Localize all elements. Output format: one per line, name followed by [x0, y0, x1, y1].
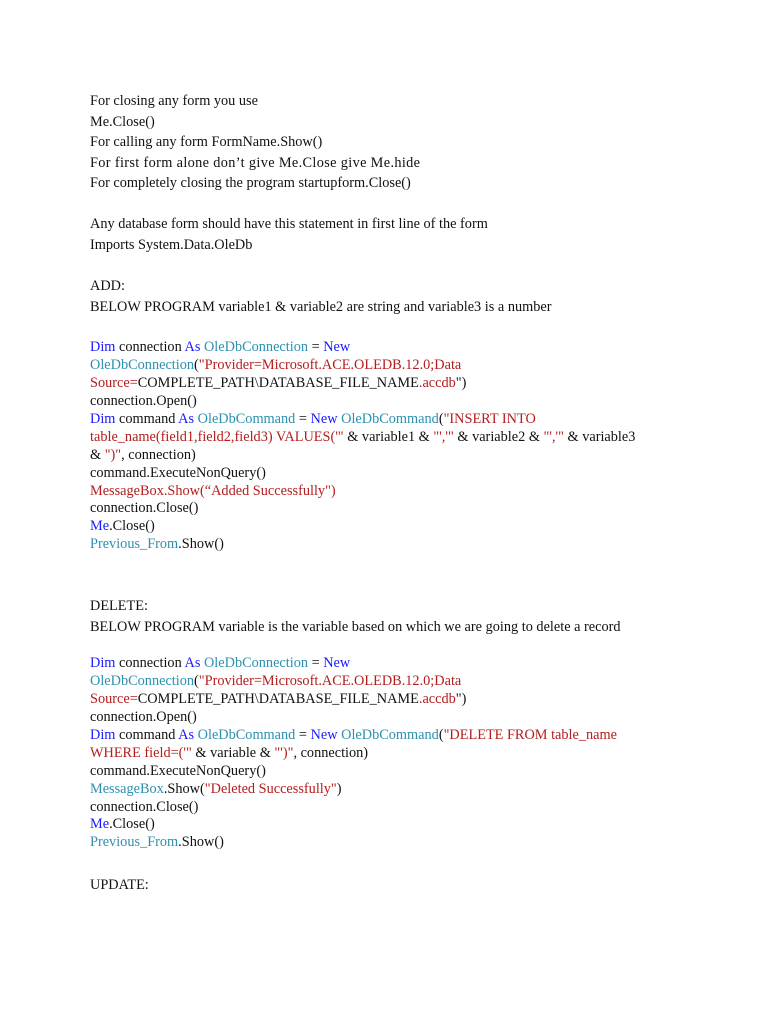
- intro-line: Me.Close(): [90, 113, 155, 130]
- code-line: [90, 691, 690, 709]
- code-token: & variable &: [191, 744, 275, 761]
- code-token: command: [115, 726, 179, 743]
- section-heading-delete: DELETE:: [90, 598, 148, 614]
- code-token: =: [308, 655, 324, 671]
- code-token: "Provider=Microsoft.ACE.OLEDB.12.0;Data: [198, 672, 462, 689]
- code-token: "): [455, 690, 467, 707]
- code-line: [90, 727, 690, 745]
- code-token: OleDbConnection: [203, 655, 309, 671]
- add-code-block: [90, 339, 690, 554]
- code-line: [90, 411, 690, 429]
- code-token: table_name(field1,field2,field3) VALUES('": [90, 428, 344, 445]
- code-token: connection: [115, 339, 185, 355]
- section-heading-update: UPDATE:: [90, 877, 149, 893]
- code-token: As: [178, 726, 195, 743]
- code-line: [90, 429, 690, 447]
- code-token: .accdb: [418, 374, 456, 391]
- intro-line: For completely closing the program startupform.Close(): [90, 175, 411, 192]
- code-line: [90, 500, 690, 518]
- code-token: OleDbCommand: [341, 726, 439, 743]
- code-token: "Provider=Microsoft.ACE.OLEDB.12.0;Data: [198, 356, 462, 373]
- code-token: "DELETE FROM table_name: [443, 726, 617, 743]
- code-token: As: [178, 410, 195, 427]
- code-token: (: [438, 410, 444, 427]
- code-token: ): [336, 780, 342, 797]
- code-token: MessageBox.Show(“Added Successfully"): [90, 482, 336, 499]
- code-line: [90, 339, 690, 357]
- code-token: connection.Open(): [90, 708, 197, 725]
- code-line: [90, 834, 690, 852]
- code-token: (: [194, 672, 199, 689]
- intro-line: For calling any form FormName.Show(): [90, 134, 323, 151]
- code-token: New: [310, 410, 338, 427]
- code-line: [90, 655, 690, 673]
- code-token: New: [323, 655, 351, 671]
- code-token: & variable2 &: [453, 428, 544, 445]
- code-token: & variable1 &: [343, 428, 434, 445]
- code-token: As: [184, 655, 201, 671]
- delete-code-block: [90, 655, 690, 852]
- code-token: connection.Close(): [90, 798, 199, 815]
- code-line: [90, 465, 690, 483]
- code-token: .Close(): [109, 816, 155, 833]
- code-line: [90, 357, 690, 375]
- code-token: =: [308, 339, 324, 355]
- code-token: COMPLETE_PATH\DATABASE_FILE_NAME: [137, 374, 419, 391]
- intro-line: For first form alone don’t give Me.Close give Me.hide: [90, 154, 421, 171]
- code-line: [90, 483, 690, 501]
- code-line: [90, 709, 690, 727]
- code-token: connection.Open(): [90, 392, 197, 409]
- code-token: Dim: [90, 410, 116, 427]
- section-heading-add: ADD:: [90, 278, 125, 294]
- code-line: [90, 518, 690, 536]
- code-line: [90, 816, 690, 834]
- code-token: & variable3: [563, 428, 636, 445]
- code-line: [90, 745, 690, 763]
- code-token: Previous_From: [90, 834, 179, 851]
- code-token: connection.Close(): [90, 500, 199, 517]
- code-token: command.ExecuteNonQuery(): [90, 464, 266, 481]
- code-token: command: [115, 410, 179, 427]
- code-token: "INSERT INTO: [443, 410, 536, 427]
- code-token: New: [310, 726, 338, 743]
- code-token: MessageBox: [90, 780, 164, 797]
- code-line: [90, 447, 690, 465]
- code-token: Source=: [90, 374, 138, 391]
- code-token: (: [438, 726, 444, 743]
- code-token: .accdb: [418, 690, 456, 707]
- code-token: New: [323, 339, 351, 355]
- code-token: Me: [90, 518, 110, 535]
- code-token: OleDbCommand: [341, 410, 439, 427]
- code-token: .Close(): [109, 518, 155, 535]
- database-line: Imports System.Data.OleDb: [90, 236, 253, 253]
- code-token: "','": [543, 428, 564, 445]
- code-line: [90, 763, 690, 781]
- code-token: OleDbConnection: [90, 356, 195, 373]
- section-description-delete: BELOW PROGRAM variable is the variable based on which we are going to delete a record: [90, 618, 621, 635]
- code-token: COMPLETE_PATH\DATABASE_FILE_NAME: [137, 690, 419, 707]
- code-token: , connection): [121, 446, 196, 463]
- code-token: (: [194, 356, 199, 373]
- code-token: WHERE field=('": [90, 744, 192, 761]
- intro-notes: [90, 91, 690, 194]
- section-description-add: BELOW PROGRAM variable1 & variable2 are string and variable3 is a number: [90, 298, 552, 315]
- code-token: , connection): [293, 744, 369, 761]
- code-token: OleDbCommand: [197, 410, 296, 427]
- code-token: connection: [115, 655, 185, 671]
- code-line: [90, 799, 690, 817]
- code-token: OleDbCommand: [197, 726, 296, 743]
- code-token: .Show(): [178, 536, 224, 553]
- update-section-header: [90, 875, 690, 896]
- code-token: "')": [274, 744, 294, 761]
- intro-line: For closing any form you use: [90, 93, 258, 109]
- code-token: "Deleted Successfully": [204, 780, 337, 797]
- add-section-header: [90, 276, 690, 317]
- code-token: Dim: [90, 726, 116, 743]
- database-line: Any database form should have this statement in first line of the form: [90, 216, 488, 232]
- code-token: As: [184, 339, 201, 355]
- code-line: [90, 375, 690, 393]
- code-token: Previous_From: [90, 536, 179, 553]
- code-token: command.ExecuteNonQuery(): [90, 762, 266, 779]
- code-token: =: [295, 410, 311, 427]
- code-token: &: [90, 446, 105, 463]
- code-line: [90, 673, 690, 691]
- code-token: Dim: [90, 655, 116, 671]
- code-token: .Show(: [163, 780, 205, 797]
- code-token: "): [455, 374, 467, 391]
- code-token: Source=: [90, 690, 138, 707]
- code-line: [90, 393, 690, 411]
- code-token: OleDbConnection: [203, 339, 309, 355]
- database-notes: [90, 214, 690, 255]
- code-token: Me: [90, 816, 110, 833]
- code-token: ")": [104, 446, 122, 463]
- code-line: [90, 536, 690, 554]
- code-token: "','": [433, 428, 454, 445]
- code-token: .Show(): [178, 834, 224, 851]
- delete-section-header: [90, 596, 690, 637]
- code-token: =: [295, 726, 311, 743]
- code-token: Dim: [90, 339, 116, 355]
- code-line: [90, 781, 690, 799]
- code-token: OleDbConnection: [90, 672, 195, 689]
